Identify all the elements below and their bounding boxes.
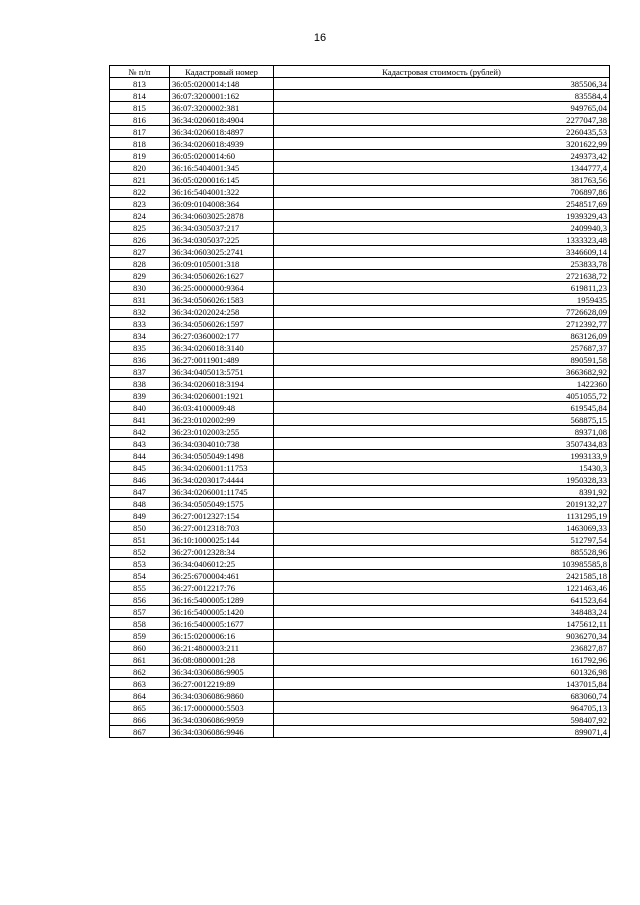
header-index: № п/п <box>110 66 170 78</box>
row-index: 850 <box>110 522 170 534</box>
row-index: 844 <box>110 450 170 462</box>
row-index: 859 <box>110 630 170 642</box>
row-index: 849 <box>110 510 170 522</box>
cadastral-value: 1463069,33 <box>274 522 610 534</box>
row-index: 864 <box>110 690 170 702</box>
table-row <box>110 606 610 618</box>
table-row <box>110 258 610 270</box>
row-index: 857 <box>110 606 170 618</box>
cadastral-value: 863126,09 <box>274 330 610 342</box>
cadastral-number: 36:27:0012328:34 <box>170 546 274 558</box>
cadastral-value: 257687,37 <box>274 342 610 354</box>
cadastral-value: 641523,64 <box>274 594 610 606</box>
table-row <box>110 486 610 498</box>
row-index: 828 <box>110 258 170 270</box>
cadastral-value: 949765,04 <box>274 102 610 114</box>
row-index: 820 <box>110 162 170 174</box>
cadastral-value: 161792,96 <box>274 654 610 666</box>
cadastral-number: 36:16:5404001:322 <box>170 186 274 198</box>
table-row <box>110 438 610 450</box>
cadastral-number: 36:34:0206018:4904 <box>170 114 274 126</box>
table-row <box>110 498 610 510</box>
table-row <box>110 726 610 738</box>
table-row <box>110 138 610 150</box>
cadastral-number: 36:27:0012327:154 <box>170 510 274 522</box>
cadastral-value: 381763,56 <box>274 174 610 186</box>
cadastral-value: 1475612,11 <box>274 618 610 630</box>
table-row <box>110 714 610 726</box>
cadastral-number: 36:34:0305037:225 <box>170 234 274 246</box>
table-row <box>110 90 610 102</box>
row-index: 854 <box>110 570 170 582</box>
table-row <box>110 378 610 390</box>
table-row <box>110 522 610 534</box>
table-row <box>110 114 610 126</box>
table-row <box>110 330 610 342</box>
row-index: 852 <box>110 546 170 558</box>
cadastral-value: 1131295,19 <box>274 510 610 522</box>
cadastral-value: 2019132,27 <box>274 498 610 510</box>
table-row <box>110 234 610 246</box>
cadastral-value: 89371,08 <box>274 426 610 438</box>
cadastral-value: 890591,58 <box>274 354 610 366</box>
table-row <box>110 366 610 378</box>
cadastral-value: 706897,86 <box>274 186 610 198</box>
cadastral-value: 601326,98 <box>274 666 610 678</box>
cadastral-number: 36:34:0306086:9905 <box>170 666 274 678</box>
cadastral-number: 36:27:0011901:489 <box>170 354 274 366</box>
table-row <box>110 462 610 474</box>
row-index: 853 <box>110 558 170 570</box>
cadastral-number: 36:25:6700004:461 <box>170 570 274 582</box>
cadastral-value: 2260435,53 <box>274 126 610 138</box>
cadastral-number: 36:25:0000000:9364 <box>170 282 274 294</box>
cadastral-number: 36:34:0305037:217 <box>170 222 274 234</box>
cadastral-number: 36:05:0200016:145 <box>170 174 274 186</box>
table-row <box>110 174 610 186</box>
table-row <box>110 246 610 258</box>
cadastral-value: 3507434,83 <box>274 438 610 450</box>
row-index: 861 <box>110 654 170 666</box>
cadastral-value: 2548517,69 <box>274 198 610 210</box>
row-index: 816 <box>110 114 170 126</box>
cadastral-value: 7726628,09 <box>274 306 610 318</box>
cadastral-number: 36:34:0206018:4939 <box>170 138 274 150</box>
row-index: 830 <box>110 282 170 294</box>
cadastral-value: 619545,84 <box>274 402 610 414</box>
row-index: 840 <box>110 402 170 414</box>
cadastral-value: 2721638,72 <box>274 270 610 282</box>
row-index: 813 <box>110 78 170 90</box>
cadastral-number: 36:23:0102003:255 <box>170 426 274 438</box>
cadastral-number: 36:10:1000025:144 <box>170 534 274 546</box>
row-index: 819 <box>110 150 170 162</box>
cadastral-value: 2277047,38 <box>274 114 610 126</box>
row-index: 832 <box>110 306 170 318</box>
row-index: 837 <box>110 366 170 378</box>
cadastral-value: 512797,54 <box>274 534 610 546</box>
cadastral-value: 568875,15 <box>274 414 610 426</box>
table-row <box>110 222 610 234</box>
table-row <box>110 546 610 558</box>
row-index: 824 <box>110 210 170 222</box>
cadastral-value: 683060,74 <box>274 690 610 702</box>
table-row <box>110 426 610 438</box>
table-row <box>110 270 610 282</box>
table-row <box>110 450 610 462</box>
cadastral-value: 249373,42 <box>274 150 610 162</box>
cadastral-value: 835584,4 <box>274 90 610 102</box>
row-index: 826 <box>110 234 170 246</box>
table-row <box>110 342 610 354</box>
cadastral-number: 36:34:0203017:4444 <box>170 474 274 486</box>
cadastral-number: 36:27:0012318:703 <box>170 522 274 534</box>
cadastral-value: 236827,87 <box>274 642 610 654</box>
row-index: 815 <box>110 102 170 114</box>
table-row <box>110 354 610 366</box>
row-index: 829 <box>110 270 170 282</box>
cadastral-value: 598407,92 <box>274 714 610 726</box>
cadastral-value: 15430,3 <box>274 462 610 474</box>
header-cadastral-number: Кадастровый номер <box>170 66 274 78</box>
header-row <box>110 66 610 78</box>
cadastral-number: 36:34:0406012:25 <box>170 558 274 570</box>
table-row <box>110 282 610 294</box>
row-index: 836 <box>110 354 170 366</box>
row-index: 817 <box>110 126 170 138</box>
row-index: 847 <box>110 486 170 498</box>
table-row <box>110 186 610 198</box>
cadastral-number: 36:27:0012217:76 <box>170 582 274 594</box>
table-row <box>110 318 610 330</box>
table-row <box>110 702 610 714</box>
cadastral-value: 899071,4 <box>274 726 610 738</box>
cadastral-value: 1437015,84 <box>274 678 610 690</box>
table-row <box>110 678 610 690</box>
cadastral-number: 36:03:4100009:48 <box>170 402 274 414</box>
table-row <box>110 78 610 90</box>
table-row <box>110 630 610 642</box>
row-index: 838 <box>110 378 170 390</box>
cadastral-value: 1344777,4 <box>274 162 610 174</box>
cadastral-number: 36:16:5400005:1420 <box>170 606 274 618</box>
table-row <box>110 666 610 678</box>
table-row <box>110 582 610 594</box>
cadastral-number: 36:34:0506026:1583 <box>170 294 274 306</box>
table-row <box>110 210 610 222</box>
cadastral-value: 3201622,99 <box>274 138 610 150</box>
cadastral-number: 36:27:0360002:177 <box>170 330 274 342</box>
table-row <box>110 558 610 570</box>
table-row <box>110 150 610 162</box>
cadastral-number: 36:05:0200014:60 <box>170 150 274 162</box>
row-index: 848 <box>110 498 170 510</box>
row-index: 827 <box>110 246 170 258</box>
cadastral-value: 1993133,9 <box>274 450 610 462</box>
cadastral-value: 885528,96 <box>274 546 610 558</box>
cadastral-number: 36:34:0505049:1575 <box>170 498 274 510</box>
row-index: 825 <box>110 222 170 234</box>
table-row <box>110 594 610 606</box>
row-index: 834 <box>110 330 170 342</box>
cadastral-number: 36:07:3200002:381 <box>170 102 274 114</box>
table-row <box>110 534 610 546</box>
cadastral-number: 36:34:0206001:11745 <box>170 486 274 498</box>
cadastral-value: 3346609,14 <box>274 246 610 258</box>
page-number: 16 <box>313 32 327 44</box>
cadastral-value: 1939329,43 <box>274 210 610 222</box>
cadastral-number: 36:34:0506026:1627 <box>170 270 274 282</box>
cadastral-value: 2421585,18 <box>274 570 610 582</box>
table-row <box>110 642 610 654</box>
table-row <box>110 162 610 174</box>
row-index: 831 <box>110 294 170 306</box>
cadastral-value: 385506,34 <box>274 78 610 90</box>
cadastral-number: 36:17:0000000:5503 <box>170 702 274 714</box>
table-row <box>110 126 610 138</box>
row-index: 843 <box>110 438 170 450</box>
cadastral-value: 8391,92 <box>274 486 610 498</box>
row-index: 822 <box>110 186 170 198</box>
row-index: 833 <box>110 318 170 330</box>
cadastral-number: 36:34:0506026:1597 <box>170 318 274 330</box>
row-index: 856 <box>110 594 170 606</box>
cadastral-value: 1333323,48 <box>274 234 610 246</box>
table-row <box>110 198 610 210</box>
cadastral-number: 36:34:0206001:1921 <box>170 390 274 402</box>
cadastral-value: 4051055,72 <box>274 390 610 402</box>
cadastral-number: 36:16:5400005:1677 <box>170 618 274 630</box>
row-index: 818 <box>110 138 170 150</box>
cadastral-number: 36:23:0102002:99 <box>170 414 274 426</box>
cadastral-number: 36:16:5400005:1289 <box>170 594 274 606</box>
cadastral-value: 348483,24 <box>274 606 610 618</box>
table-row <box>110 414 610 426</box>
cadastral-number: 36:34:0306086:9946 <box>170 726 274 738</box>
cadastral-value: 1950328,33 <box>274 474 610 486</box>
row-index: 814 <box>110 90 170 102</box>
cadastral-number: 36:15:0200006:16 <box>170 630 274 642</box>
row-index: 823 <box>110 198 170 210</box>
row-index: 845 <box>110 462 170 474</box>
cadastral-number: 36:34:0304010:738 <box>170 438 274 450</box>
cadastral-value: 2712392,77 <box>274 318 610 330</box>
cadastral-number: 36:07:3200001:162 <box>170 90 274 102</box>
row-index: 865 <box>110 702 170 714</box>
cadastral-value: 2409940,3 <box>274 222 610 234</box>
cadastral-value: 619811,23 <box>274 282 610 294</box>
cadastral-number: 36:34:0306086:9959 <box>170 714 274 726</box>
row-index: 841 <box>110 414 170 426</box>
cadastral-number: 36:34:0206001:11753 <box>170 462 274 474</box>
cadastral-number: 36:34:0603025:2878 <box>170 210 274 222</box>
row-index: 866 <box>110 714 170 726</box>
table-row <box>110 510 610 522</box>
table-row <box>110 294 610 306</box>
cadastral-table <box>109 65 610 738</box>
cadastral-value: 1221463,46 <box>274 582 610 594</box>
cadastral-number: 36:34:0206018:3194 <box>170 378 274 390</box>
row-index: 821 <box>110 174 170 186</box>
row-index: 858 <box>110 618 170 630</box>
cadastral-value: 1422360 <box>274 378 610 390</box>
table-row <box>110 474 610 486</box>
row-index: 855 <box>110 582 170 594</box>
cadastral-number: 36:05:0200014:148 <box>170 78 274 90</box>
cadastral-value: 3663682,92 <box>274 366 610 378</box>
cadastral-number: 36:27:0012219:89 <box>170 678 274 690</box>
table-row <box>110 690 610 702</box>
cadastral-number: 36:34:0206018:3140 <box>170 342 274 354</box>
table-header <box>110 66 610 78</box>
cadastral-number: 36:09:0104008:364 <box>170 198 274 210</box>
table-row <box>110 102 610 114</box>
cadastral-number: 36:34:0202024:258 <box>170 306 274 318</box>
row-index: 851 <box>110 534 170 546</box>
cadastral-value: 253833,78 <box>274 258 610 270</box>
cadastral-number: 36:08:0800001:28 <box>170 654 274 666</box>
cadastral-number: 36:34:0603025:2741 <box>170 246 274 258</box>
table-row <box>110 654 610 666</box>
row-index: 842 <box>110 426 170 438</box>
row-index: 862 <box>110 666 170 678</box>
cadastral-number: 36:34:0206018:4897 <box>170 126 274 138</box>
table-row <box>110 570 610 582</box>
cadastral-value: 1959435 <box>274 294 610 306</box>
cadastral-number: 36:34:0405013:5751 <box>170 366 274 378</box>
table-row <box>110 306 610 318</box>
cadastral-value: 9036270,34 <box>274 630 610 642</box>
row-index: 846 <box>110 474 170 486</box>
row-index: 839 <box>110 390 170 402</box>
row-index: 860 <box>110 642 170 654</box>
cadastral-number: 36:21:4800003:211 <box>170 642 274 654</box>
cadastral-number: 36:34:0306086:9860 <box>170 690 274 702</box>
table-row <box>110 390 610 402</box>
row-index: 835 <box>110 342 170 354</box>
cadastral-number: 36:09:0105001:318 <box>170 258 274 270</box>
table-body <box>110 78 610 738</box>
cadastral-value: 103985585,8 <box>274 558 610 570</box>
header-cadastral-value: Кадастровая стоимость (рублей) <box>274 66 610 78</box>
cadastral-value: 964705,13 <box>274 702 610 714</box>
row-index: 867 <box>110 726 170 738</box>
table-row <box>110 402 610 414</box>
table-row <box>110 618 610 630</box>
cadastral-number: 36:34:0505049:1498 <box>170 450 274 462</box>
cadastral-number: 36:16:5404001:345 <box>170 162 274 174</box>
row-index: 863 <box>110 678 170 690</box>
